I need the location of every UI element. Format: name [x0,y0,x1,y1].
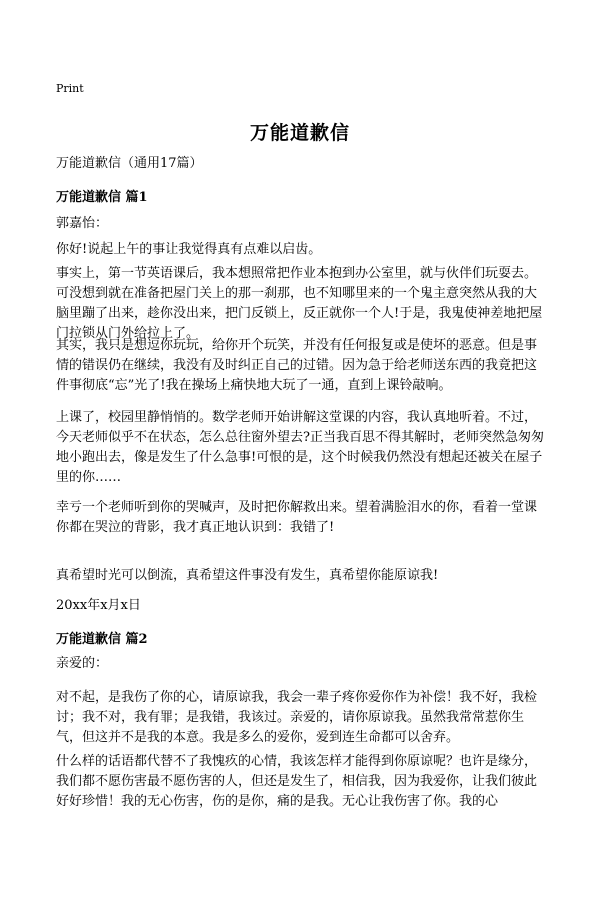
letter2-greeting: 亲爱的： [56,656,109,671]
letter1-paragraph: 事实上，第一节英语课后，我本想照常把作业本抱到办公室里，就与伙伴们玩耍去。可没想到就在准备把屋门关上的那一刹那，也不知哪里来的一个鬼主意突然从我的大脑里蹦了出来，趁你没出来，把门反锁上，反正就你一个人!于是，我鬼使神差地把屋门拉锁从门外给拉上了。 [56,266,543,341]
section-heading-2: 万能道歉信 篇2 [56,632,148,647]
letter2-paragraph: 对不起，是我伤了你的心，请原谅我，我会一辈子疼你爱你作为补偿！我不好，我检讨；我不对，我有罪；是我错，我该过。亲爱的，请你原谅我。虽然我常常惹你生气，但这并不是我的本意。我是多么的爱你，爱到连生命都可以舍弃。 [56,690,538,745]
letter1-paragraph: 真希望时光可以倒流，真希望这件事没有发生，真希望你能原谅我! [56,568,439,583]
document-subtitle: 万能道歉信（通用17篇） [56,156,203,171]
letter1-greeting: 郭嘉怡： [56,216,109,231]
letter2-paragraph: 什么样的话语都代替不了我愧疚的心情，我该怎样才能得到你原谅呢？也许是缘分，我们都不愿伤害最不愿伤害的人，但还是发生了，相信我，因为我爱你，让我们彼此好好珍惜！我的无心伤害，伤的是你，痛的是我。无心让我伤害了你。我的心 [56,754,538,809]
letter1-date: 20xx年x月x日 [56,598,141,613]
section-heading-1: 万能道歉信 篇1 [56,190,148,205]
letter1-paragraph: 幸亏一个老师听到你的哭喊声，及时把你解救出来。望着满脸泪水的你，看着一堂课你都在哭泣的背影，我才真正地认识到：我错了! [56,500,538,535]
letter1-paragraph: 其实，我只是想逗你玩玩，给你开个玩笑，并没有任何报复或是使坏的恶意。但是事情的错误仍在继续，我没有及时纠正自己的过错。因为急于给老师送东西的我竟把这件事彻底“忘”光了!我在操场上痛快地大玩了一通，直到上课铃敲响。 [56,338,538,393]
document-title: 万能道歉信 [249,122,350,144]
letter1-paragraph: 你好!说起上午的事让我觉得真有点难以启齿。 [56,242,322,257]
letter1-paragraph: 上课了，校园里静悄悄的。数学老师开始讲解这堂课的内容，我认真地听着。不过，今天老师似乎不在状态，怎么总往窗外望去?正当我百思不得其解时，老师突然急匆匆地小跑出去，像是发生了什么急事!可恨的是，这个时候我仍然没有想起还被关在屋子里的你…… [56,410,544,485]
print-label: Print [56,82,84,95]
